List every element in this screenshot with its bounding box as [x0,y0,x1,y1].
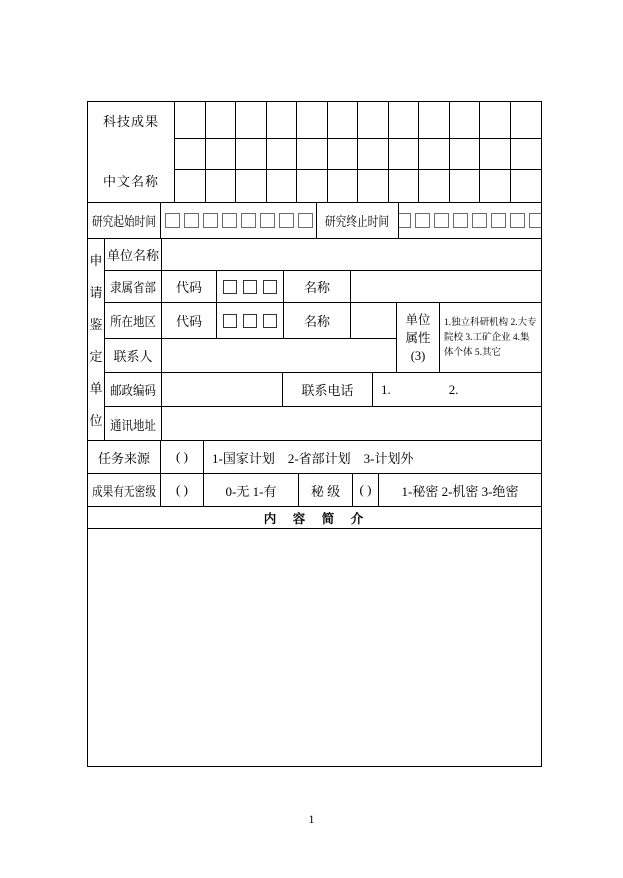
research-end-checkbox[interactable] [472,213,487,228]
task-source-label-text: 任务来源 [97,450,150,466]
address-row [105,407,541,441]
research-start-boxes [161,203,317,238]
secrecy-options-2-text: 1-秘密 2-机密 3-绝密 [401,483,519,499]
name-character-cell[interactable] [297,102,328,139]
research-start-checkbox[interactable] [241,213,256,228]
name-character-cell[interactable] [419,102,450,139]
region-code-label [162,303,217,338]
applicant-unit-section [88,239,541,441]
content-intro-header-text: 内 容 简 介 [263,511,366,526]
affiliation-name-label-text: 名称 [303,280,330,295]
region-code-boxes [217,303,284,338]
name-character-cell[interactable] [511,102,542,139]
phone-input-area[interactable] [373,373,541,406]
research-start-checkbox[interactable] [165,213,180,228]
name-character-cell[interactable] [297,139,328,170]
region-name-input-area[interactable] [351,303,396,338]
name-character-cell[interactable] [358,102,389,139]
region-contact-block [105,303,541,373]
research-end-checkbox[interactable] [510,213,525,228]
name-character-cell[interactable] [206,102,237,139]
affiliation-code-label [162,271,217,302]
research-start-checkbox[interactable] [222,213,237,228]
affiliation-code-label-text: 代码 [175,280,202,295]
content-intro-header-row [88,507,541,529]
task-source-options-text: 1-国家计划 2-省部计划 3-计划外 [212,450,414,466]
unit-attribute-label [397,303,440,372]
secrecy-options-1 [204,474,299,506]
phone-item-1: 1. [381,381,391,397]
applicant-unit-vertical-label [88,239,105,440]
affiliation-label-text: 隶属省部 [110,280,156,295]
task-source-selector[interactable] [161,441,204,473]
secrecy-label-text: 成果有无密级 [92,483,156,499]
applicant-unit-rows [105,239,541,440]
name-character-cell[interactable] [480,102,511,139]
secrecy-options-2 [379,474,541,506]
name-character-cell[interactable] [511,170,542,202]
unit-attribute-block [397,303,541,372]
unit-attribute-options [440,303,541,372]
name-character-cell[interactable] [267,170,298,202]
research-end-checkbox[interactable] [415,213,430,228]
region-label-text: 所在地区 [110,314,156,329]
chinese-name-grid [175,102,541,202]
secrecy-label [88,474,161,506]
vertical-char-dan: 单 [89,381,103,397]
name-character-cell[interactable] [267,102,298,139]
page-number: 1 [308,812,315,826]
task-source-selector-text: ( ) [176,449,188,464]
affiliation-code-checkbox[interactable] [263,280,277,294]
name-character-cell[interactable] [328,170,359,202]
research-start-checkbox[interactable] [203,213,218,228]
secrecy-selector-1[interactable] [161,474,204,506]
name-character-cell[interactable] [480,170,511,202]
phone-label [283,373,373,406]
unit-name-label [105,239,162,270]
unit-attribute-options-text: 1.独立科研机构 2.大专院校 3.工矿企业 4.集体个体 5.其它 [444,317,537,358]
name-character-cell[interactable] [358,139,389,170]
research-end-checkbox[interactable] [434,213,449,228]
postcode-label-text: 邮政编码 [110,383,156,398]
vertical-char-ding: 定 [89,349,103,365]
name-character-cell[interactable] [450,170,481,202]
research-end-checkbox[interactable] [453,213,468,228]
title-line1: 科技成果 [102,114,159,129]
research-start-checkbox[interactable] [184,213,199,228]
address-label-text: 通讯地址 [110,417,156,433]
task-source-row [88,441,541,474]
name-character-cell[interactable] [175,139,206,170]
research-end-label-text: 研究终止时间 [325,214,390,229]
achievement-appraisal-form [87,101,542,767]
vertical-char-wei: 位 [89,413,103,429]
name-section-row [88,102,541,203]
vertical-char-shen: 申 [89,252,103,268]
name-character-cell[interactable] [450,139,481,170]
research-start-label [88,203,161,238]
contact-label [105,339,162,372]
region-name-label [284,303,351,338]
region-code-checkbox[interactable] [263,314,277,328]
research-time-row [88,203,541,239]
contact-label-text: 联系人 [113,349,153,364]
research-end-checkbox[interactable] [399,213,411,228]
name-character-cell[interactable] [267,139,298,170]
affiliation-name-input-area[interactable] [351,271,541,302]
region-code-label-text: 代码 [175,314,202,329]
name-character-cell[interactable] [175,170,206,202]
name-character-cell[interactable] [328,139,359,170]
postcode-phone-row [105,373,541,407]
phone-label-text: 联系电话 [301,383,354,398]
name-character-cell[interactable] [389,139,420,170]
secrecy-selector-1-text: ( ) [176,482,188,497]
name-character-cell[interactable] [236,139,267,170]
name-grid-cell-area [175,102,541,202]
name-character-cell[interactable] [450,102,481,139]
secrecy-selector-2[interactable] [353,474,379,506]
affiliation-code-boxes [217,271,284,302]
unit-attribute-line1: 单位 [405,312,431,327]
contact-input-area[interactable] [162,339,396,372]
affiliation-name-label [284,271,351,302]
research-start-checkbox[interactable] [298,213,313,228]
name-character-cell[interactable] [328,102,359,139]
unit-name-input-area[interactable] [162,239,541,270]
name-section-label [88,102,175,202]
name-character-cell[interactable] [389,102,420,139]
name-character-cell[interactable] [175,102,206,139]
unit-attribute-line2: 属性 [405,330,431,345]
affiliation-row [105,271,541,303]
name-character-cell[interactable] [389,170,420,202]
research-start-label-text: 研究起始时间 [92,214,156,229]
vertical-char-jian: 鉴 [89,316,103,332]
affiliation-code-checkbox[interactable] [223,280,237,294]
secrecy-options-1-text: 0-无 1-有 [225,483,277,499]
vertical-char-qing: 请 [89,284,103,300]
region-name-label-text: 名称 [303,314,330,329]
content-intro-input-area[interactable] [88,529,541,766]
name-character-cell[interactable] [480,139,511,170]
name-character-cell[interactable] [511,139,542,170]
region-label [105,303,162,338]
region-code-checkbox[interactable] [243,314,257,328]
task-source-options [204,441,541,473]
task-source-label [88,441,161,473]
name-character-cell[interactable] [206,139,237,170]
name-character-cell[interactable] [297,170,328,202]
research-end-label [317,203,399,238]
content-intro-header [88,507,541,528]
secrecy-level-label-text: 秘 级 [310,483,341,499]
unit-attribute-line3: (3) [410,348,426,363]
address-label [105,407,162,441]
name-character-cell[interactable] [206,170,237,202]
secrecy-selector-2-text: ( ) [359,482,372,497]
affiliation-label [105,271,162,302]
research-end-checkbox[interactable] [491,213,506,228]
name-character-cell[interactable] [419,139,450,170]
contact-row [105,339,396,372]
postcode-input-area[interactable] [162,373,283,406]
unit-name-label-text: 单位名称 [106,248,159,263]
name-character-cell[interactable] [358,170,389,202]
research-start-checkbox[interactable] [260,213,275,228]
address-input-area[interactable] [162,407,541,441]
secrecy-row [88,474,541,507]
research-end-boxes [399,203,541,238]
region-row [105,303,396,339]
postcode-label [105,373,162,406]
research-start-checkbox[interactable] [279,213,294,228]
affiliation-code-checkbox[interactable] [243,280,257,294]
title-line2: 中文名称 [102,174,159,189]
research-end-checkbox[interactable] [529,213,541,228]
region-contact-left [105,303,397,372]
name-character-cell[interactable] [419,170,450,202]
phone-item-2: 2. [448,381,459,397]
secrecy-level-label [299,474,353,506]
name-character-cell[interactable] [236,170,267,202]
region-code-checkbox[interactable] [223,314,237,328]
name-character-cell[interactable] [236,102,267,139]
unit-name-row [105,239,541,271]
